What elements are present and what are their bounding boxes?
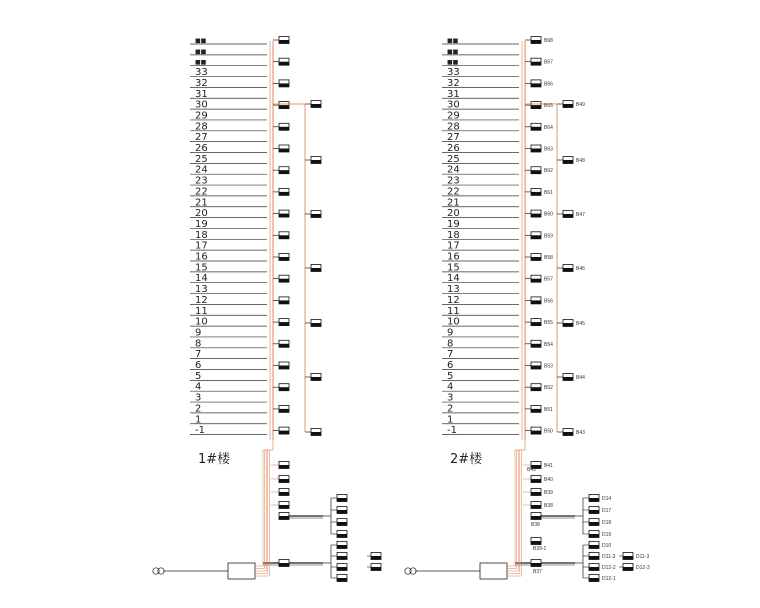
floor-label: 7: [447, 349, 454, 361]
distribution-box-icon: [279, 275, 289, 282]
floor-label: 3: [195, 392, 202, 404]
distribution-box-fill: [311, 104, 321, 108]
distribution-box-icon: [531, 427, 541, 434]
distribution-box-icon: [531, 275, 541, 282]
distribution-box-icon: [589, 519, 599, 526]
distribution-box-fill: [531, 387, 541, 391]
floor-label: 29: [195, 110, 208, 122]
box-tag: B54: [544, 341, 553, 348]
distribution-box-fill: [337, 567, 347, 571]
floor-label: 13: [195, 284, 208, 296]
building-1-diagram: [153, 37, 381, 582]
box-tag: B45: [576, 321, 585, 327]
distribution-box-icon: [589, 553, 599, 560]
floor-label: 19: [447, 218, 460, 230]
distribution-box-fill: [279, 127, 289, 131]
floor-label: -1: [195, 425, 205, 437]
box-tag: D18: [602, 520, 612, 526]
distribution-box-icon: [623, 564, 633, 571]
distribution-box-fill: [531, 62, 541, 65]
distribution-box-icon: [279, 560, 289, 567]
distribution-box-fill: [279, 149, 289, 153]
distribution-box-fill: [531, 505, 541, 509]
floor-label: 30: [195, 99, 208, 111]
floor-label: 26: [447, 143, 460, 154]
distribution-box-fill: [371, 556, 381, 560]
distribution-box-fill: [279, 322, 289, 326]
box-tag: B44: [576, 375, 585, 381]
distribution-box-icon: [589, 542, 599, 549]
distribution-box-icon: [531, 489, 541, 496]
distribution-box-fill: [279, 492, 289, 496]
box-tag: D12-1: [602, 576, 616, 582]
floor-label: 15: [195, 262, 208, 274]
distribution-box-fill: [589, 545, 599, 549]
box-tag: B43: [576, 430, 585, 436]
distribution-box-icon: [589, 531, 599, 538]
distribution-box-icon: [311, 101, 321, 108]
distribution-box-icon: [279, 80, 289, 87]
floor-label: 21: [447, 197, 460, 209]
distribution-box-fill: [531, 149, 541, 153]
floor-label: 21: [195, 197, 208, 209]
floor-label: 1: [447, 414, 454, 426]
distribution-box-icon: [563, 157, 573, 164]
distribution-box-fill: [279, 214, 289, 218]
distribution-box-icon: [531, 232, 541, 239]
distribution-box-fill: [279, 563, 289, 567]
distribution-box-icon: [311, 157, 321, 164]
distribution-box-fill: [563, 323, 573, 327]
distribution-box-icon: [563, 429, 573, 436]
box-tag: B41: [544, 463, 553, 469]
floor-label: 2: [195, 403, 202, 415]
distribution-box-icon: [279, 297, 289, 304]
distribution-box-fill: [589, 522, 599, 526]
box-tag: B67: [544, 59, 553, 66]
floor-label: 18: [447, 229, 460, 241]
floor-label: 27: [447, 132, 460, 144]
distribution-box-fill: [371, 567, 381, 571]
distribution-box-icon: [279, 384, 289, 391]
box-tag: D12-3: [636, 565, 650, 571]
building-title: 2#楼: [450, 452, 483, 467]
distribution-box-icon: [623, 553, 633, 560]
box-tag: B48: [576, 158, 585, 164]
floor-label: 28: [195, 121, 208, 133]
distribution-box-fill: [337, 556, 347, 560]
distribution-box-fill: [279, 83, 289, 87]
distribution-box-icon: [279, 232, 289, 239]
distribution-box-fill: [531, 492, 541, 496]
distribution-box-fill: [589, 510, 599, 514]
distribution-box-fill: [311, 377, 321, 381]
floor-label: ■■: [195, 37, 207, 45]
distribution-box-fill: [337, 578, 347, 582]
distribution-box-fill: [531, 83, 541, 87]
floor-label: 11: [195, 305, 208, 317]
distribution-box-icon: [531, 210, 541, 217]
distribution-box-fill: [337, 522, 347, 526]
distribution-box-fill: [531, 214, 541, 218]
distribution-box-fill: [279, 366, 289, 370]
distribution-box-icon: [279, 427, 289, 434]
box-tag: D14: [602, 496, 612, 502]
floor-label: 17: [447, 240, 460, 252]
floor-label: 25: [195, 153, 208, 165]
box-tag: B55: [544, 320, 553, 327]
distribution-box-icon: [279, 476, 289, 483]
floor-label: 24: [195, 164, 208, 176]
distribution-box-icon: [531, 502, 541, 509]
distribution-box-icon: [531, 167, 541, 174]
floor-label: 20: [195, 208, 208, 220]
distribution-box-fill: [589, 534, 599, 538]
distribution-box-icon: [371, 553, 381, 560]
distribution-box-fill: [531, 322, 541, 326]
floor-label: 9: [447, 327, 454, 339]
box-tag: D10: [602, 543, 612, 549]
floor-label: 33: [195, 67, 208, 79]
floor-label: 32: [447, 77, 460, 89]
floor-label: 5: [447, 370, 454, 382]
floor-label: -1: [447, 425, 457, 437]
distribution-box-icon: [279, 513, 289, 520]
distribution-box-icon: [279, 502, 289, 509]
distribution-box-fill: [279, 192, 289, 196]
distribution-box-fill: [311, 160, 321, 164]
floor-label: 32: [195, 77, 208, 89]
floor-label: 12: [195, 294, 208, 306]
floor-label: ■■: [195, 48, 207, 56]
floor-label: 18: [195, 229, 208, 241]
distribution-box-icon: [531, 384, 541, 391]
distribution-box-fill: [311, 268, 321, 272]
distribution-box-icon: [589, 564, 599, 571]
floor-label: 13: [447, 284, 460, 296]
distribution-box-icon: [589, 575, 599, 582]
box-tag: B52: [544, 385, 553, 392]
distribution-box-icon: [279, 405, 289, 412]
box-tag: B39: [544, 490, 553, 496]
distribution-box-fill: [279, 344, 289, 348]
floor-label: 28: [447, 121, 460, 133]
distribution-box-fill: [531, 127, 541, 131]
floor-label: 8: [447, 338, 454, 350]
distribution-box-fill: [311, 323, 321, 327]
distribution-box-icon: [531, 37, 541, 44]
distribution-box-icon: [337, 519, 347, 526]
distribution-box-fill: [279, 387, 289, 391]
distribution-box-fill: [531, 192, 541, 196]
distribution-box-fill: [279, 409, 289, 413]
distribution-box-icon: [531, 145, 541, 152]
distribution-box-fill: [279, 170, 289, 174]
floor-label: 22: [195, 186, 208, 198]
distribution-box-icon: [279, 123, 289, 130]
distribution-box-icon: [531, 340, 541, 347]
distribution-box-icon: [531, 538, 541, 545]
distribution-box-icon: [337, 553, 347, 560]
distribution-box-icon: [589, 495, 599, 502]
floor-label: 24: [447, 164, 460, 176]
distribution-box-fill: [311, 214, 321, 218]
distribution-box-icon: [279, 145, 289, 152]
distribution-box-fill: [531, 409, 541, 413]
floor-label: 12: [447, 294, 460, 306]
box-tag: B57: [544, 276, 553, 283]
distribution-box-fill: [531, 344, 541, 348]
box-tag: B59: [544, 233, 553, 240]
distribution-box-icon: [337, 495, 347, 502]
distribution-box-icon: [531, 476, 541, 483]
distribution-box-fill: [531, 516, 541, 520]
floor-label: 14: [195, 273, 208, 285]
box-tag: B68: [544, 38, 553, 44]
distribution-box-icon: [337, 542, 347, 549]
floor-label: ■■: [447, 37, 459, 45]
box-tag: B61: [544, 189, 553, 196]
distribution-box-icon: [531, 123, 541, 130]
distribution-box-icon: [371, 564, 381, 571]
box-tag: B38: [531, 522, 540, 528]
distribution-box-fill: [279, 40, 289, 44]
distribution-box-fill: [531, 40, 541, 44]
distribution-box-fill: [563, 377, 573, 381]
distribution-box-fill: [531, 563, 541, 567]
transformer-icon: [405, 568, 411, 574]
floor-label: 9: [195, 327, 202, 339]
distribution-box-fill: [531, 105, 541, 109]
distribution-box-icon: [589, 507, 599, 514]
distribution-box-fill: [279, 300, 289, 304]
distribution-box-icon: [531, 102, 541, 109]
distribution-box-fill: [531, 279, 541, 283]
distribution-box-icon: [531, 297, 541, 304]
transformer-icon: [153, 568, 159, 574]
floor-label: 4: [195, 381, 202, 393]
distribution-box-fill: [623, 567, 633, 571]
floor-label: ■■: [447, 48, 459, 56]
floor-label: 25: [447, 153, 460, 165]
distribution-box-fill: [531, 300, 541, 304]
box-tag: D11-3: [636, 554, 650, 560]
distribution-box-icon: [279, 254, 289, 261]
distribution-box-icon: [279, 362, 289, 369]
distribution-box-icon: [563, 265, 573, 272]
distribution-box-icon: [531, 560, 541, 567]
box-tag: D17: [602, 508, 612, 514]
floor-label: 31: [195, 88, 208, 100]
floor-label: 20: [447, 208, 460, 220]
floor-label: 31: [447, 88, 460, 100]
box-tag: B56: [544, 298, 553, 305]
floor-label: 23: [447, 175, 460, 187]
floor-label: 10: [195, 316, 208, 328]
distribution-box-fill: [279, 516, 289, 520]
distribution-box-icon: [563, 320, 573, 327]
floor-label: 15: [447, 262, 460, 274]
distribution-box-icon: [337, 575, 347, 582]
floor-label: 23: [195, 175, 208, 187]
floor-label: 11: [447, 305, 460, 317]
floor-label: 6: [447, 360, 454, 371]
distribution-box-icon: [279, 489, 289, 496]
distribution-box-icon: [337, 564, 347, 571]
distribution-box-fill: [279, 479, 289, 483]
floor-label: 19: [195, 218, 208, 230]
box-tag: B40: [544, 477, 553, 483]
distribution-box-icon: [279, 340, 289, 347]
box-tag: B37: [533, 569, 542, 575]
box-tag: D11-3: [602, 554, 616, 560]
box-tag: B50: [544, 428, 553, 435]
distribution-box-fill: [311, 432, 321, 436]
floor-label: 30: [447, 99, 460, 111]
distribution-box-icon: [563, 374, 573, 381]
floor-label: 4: [447, 381, 454, 393]
distribution-box-icon: [337, 507, 347, 514]
floor-label: 6: [195, 360, 202, 371]
distribution-box-fill: [589, 498, 599, 502]
distribution-box-fill: [531, 479, 541, 483]
distribution-box-icon: [279, 210, 289, 217]
distribution-box-icon: [279, 462, 289, 469]
floor-label: 22: [447, 186, 460, 198]
floor-label: ■■: [447, 59, 459, 67]
building-title: 1#楼: [198, 452, 231, 467]
floor-label: 2: [447, 403, 454, 415]
box-tag: B63: [544, 146, 553, 153]
distribution-box-fill: [279, 62, 289, 65]
distribution-box-icon: [311, 211, 321, 218]
distribution-box-icon: [279, 319, 289, 326]
distribution-box-icon: [279, 167, 289, 174]
distribution-box-icon: [279, 58, 289, 65]
distribution-box-fill: [563, 214, 573, 218]
distribution-box-fill: [531, 257, 541, 261]
floor-label: 27: [195, 132, 208, 144]
distribution-box-fill: [589, 578, 599, 582]
distribution-box-fill: [623, 556, 633, 560]
incoming-panel: [480, 563, 507, 579]
floor-label: 7: [195, 349, 202, 361]
box-tag: B64: [544, 124, 553, 131]
distribution-box-icon: [531, 513, 541, 520]
floor-label: 29: [447, 110, 460, 122]
floor-label: ■■: [195, 59, 207, 67]
incoming-panel: [228, 563, 255, 579]
distribution-box-fill: [589, 567, 599, 571]
distribution-box-fill: [279, 257, 289, 261]
distribution-box-fill: [531, 431, 541, 435]
floor-label: 5: [195, 370, 202, 382]
distribution-box-fill: [279, 505, 289, 509]
box-tag: D19: [602, 532, 612, 538]
distribution-box-fill: [337, 510, 347, 514]
distribution-box-fill: [279, 465, 289, 469]
box-tag: B53: [544, 363, 553, 370]
box-tag: B49: [576, 102, 585, 108]
box-tag: D12-2: [602, 565, 616, 571]
distribution-box-fill: [279, 279, 289, 283]
floor-label: 16: [447, 251, 460, 263]
floor-label: 16: [195, 251, 208, 263]
distribution-box-icon: [563, 211, 573, 218]
distribution-box-fill: [337, 545, 347, 549]
box-tag: B39-1: [533, 546, 547, 552]
distribution-box-icon: [531, 188, 541, 195]
floor-label: 17: [195, 240, 208, 252]
distribution-box-fill: [563, 160, 573, 164]
box-tag: B38: [544, 503, 553, 509]
box-tag: B60: [544, 211, 553, 218]
distribution-box-fill: [279, 105, 289, 109]
distribution-box-fill: [337, 534, 347, 538]
distribution-box-icon: [279, 188, 289, 195]
distribution-box-fill: [563, 104, 573, 108]
distribution-box-icon: [337, 531, 347, 538]
floor-label: 14: [447, 273, 460, 285]
distribution-box-icon: [531, 319, 541, 326]
distribution-box-fill: [337, 498, 347, 502]
distribution-box-icon: [531, 58, 541, 65]
distribution-box-icon: [531, 405, 541, 412]
distribution-box-icon: [311, 265, 321, 272]
box-tag: B43: [527, 467, 536, 473]
distribution-box-icon: [531, 80, 541, 87]
distribution-box-fill: [279, 235, 289, 239]
floor-label: 33: [447, 67, 460, 79]
box-tag: B51: [544, 406, 553, 413]
distribution-box-icon: [531, 362, 541, 369]
box-tag: B62: [544, 168, 553, 175]
distribution-box-fill: [563, 268, 573, 272]
distribution-box-icon: [563, 101, 573, 108]
distribution-box-fill: [531, 541, 541, 545]
box-tag: B47: [576, 212, 585, 218]
distribution-box-fill: [531, 170, 541, 174]
building-2-diagram: [405, 37, 650, 583]
distribution-box-fill: [531, 366, 541, 370]
distribution-box-fill: [279, 431, 289, 435]
distribution-box-icon: [531, 254, 541, 261]
floor-label: 1: [195, 414, 202, 426]
floor-label: 10: [447, 316, 460, 328]
distribution-box-icon: [311, 429, 321, 436]
box-tag: B58: [544, 255, 553, 261]
floor-label: 26: [195, 143, 208, 154]
box-tag: B66: [544, 81, 553, 88]
distribution-box-icon: [279, 37, 289, 44]
distribution-box-icon: [311, 320, 321, 327]
distribution-box-fill: [563, 432, 573, 436]
box-tag: B65: [544, 103, 553, 110]
box-tag: B46: [576, 266, 585, 272]
distribution-box-fill: [589, 556, 599, 560]
distribution-box-icon: [279, 102, 289, 109]
floor-label: 8: [195, 338, 202, 350]
distribution-box-fill: [531, 235, 541, 239]
floor-label: 3: [447, 392, 454, 404]
distribution-box-icon: [311, 374, 321, 381]
